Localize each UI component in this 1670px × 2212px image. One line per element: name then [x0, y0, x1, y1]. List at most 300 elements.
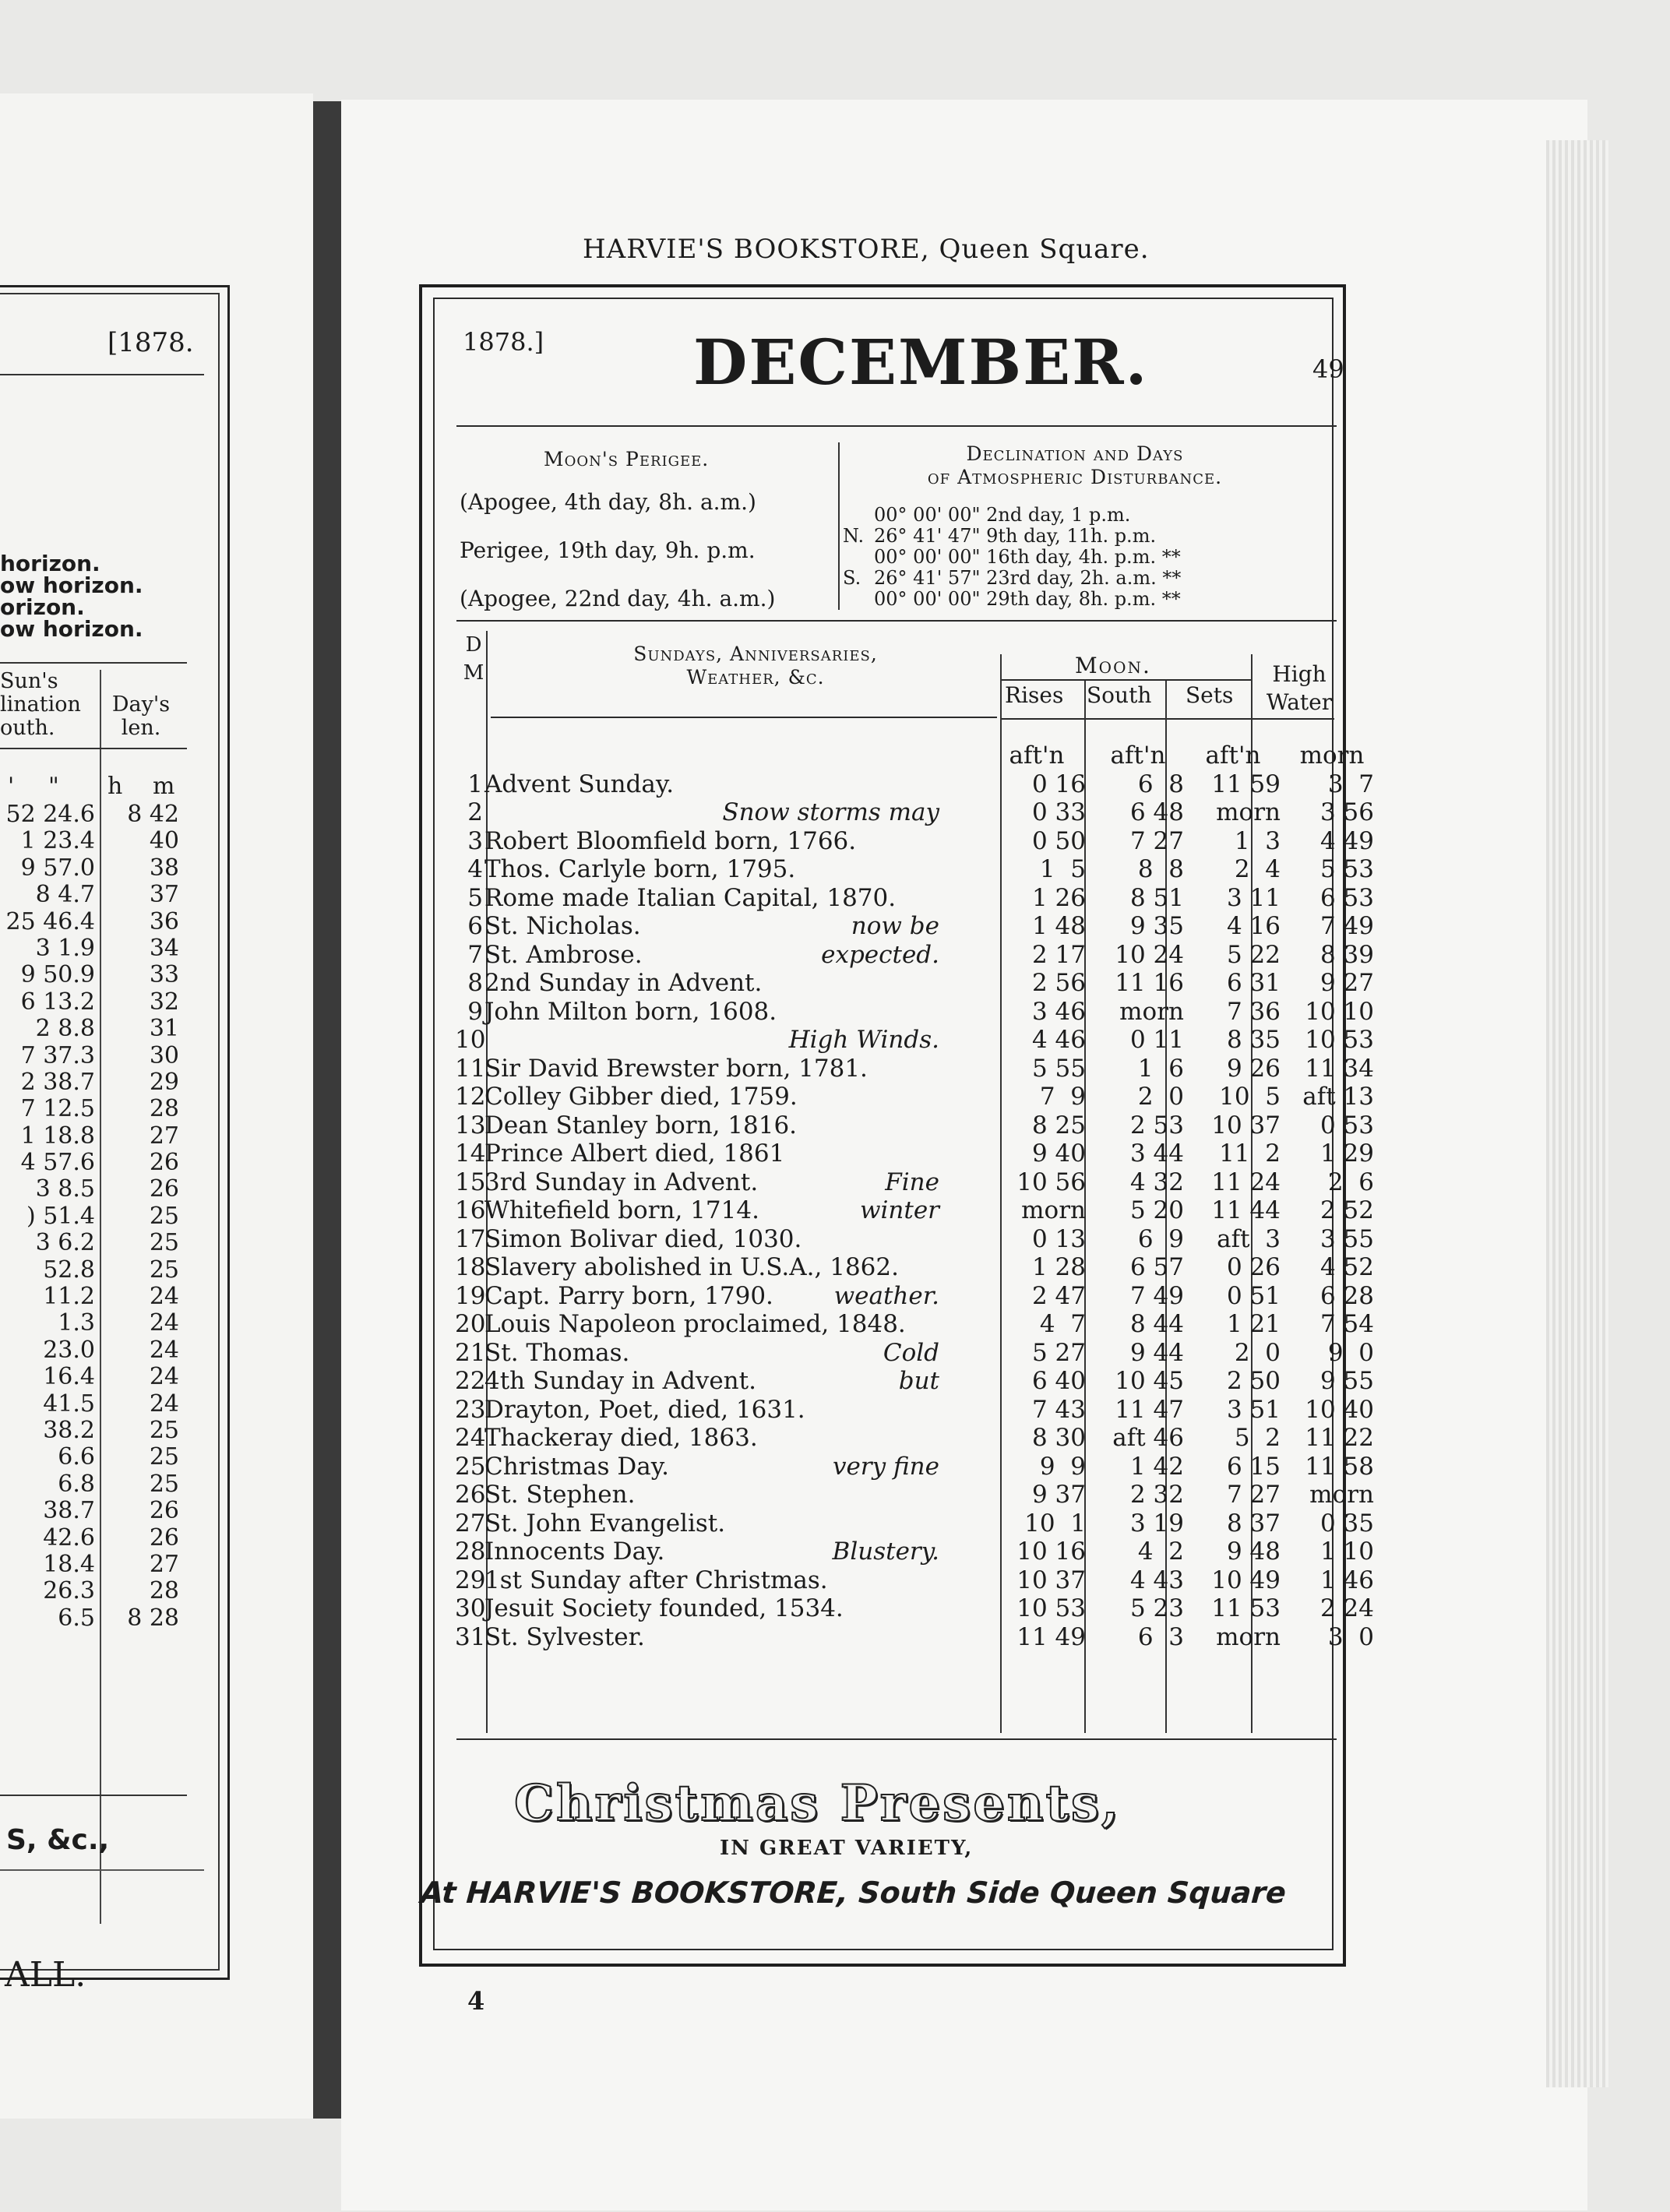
left-table-row — [0, 1149, 187, 1175]
declination-ns: N. — [843, 525, 865, 547]
moon-rises: 7 9 — [1039, 1083, 1086, 1111]
high-water: 3 7 — [1327, 770, 1374, 798]
column-header-day — [463, 631, 484, 687]
left-table-row — [0, 1256, 187, 1283]
high-water: 4 49 — [1319, 826, 1374, 855]
decl-header-line: Sun's — [0, 669, 58, 693]
high-water: 2 6 — [1327, 1168, 1374, 1196]
left-daylength-value: 28 — [149, 1095, 179, 1123]
moon-rises: 10 37 — [1016, 1566, 1086, 1594]
left-daylength-value: 25 — [149, 1229, 179, 1257]
left-decl-value: 4 57.6 — [20, 1149, 95, 1177]
high-water: 10 10 — [1305, 997, 1374, 1026]
moon-south: 6 9 — [1137, 1224, 1184, 1253]
page-title: DECEMBER. — [693, 326, 1149, 399]
day-number: 4 — [467, 855, 483, 883]
high-water: 10 40 — [1305, 1395, 1374, 1424]
table-row — [433, 1452, 1374, 1481]
table-row — [433, 1253, 1374, 1282]
left-decl-value: 52 24.6 — [5, 801, 95, 828]
moon-south: 4 32 — [1129, 1168, 1184, 1196]
left-page-footer-text: ALL. — [5, 1955, 86, 1995]
left-daylength-value: 38 — [149, 854, 179, 882]
left-decl-value: 9 50.9 — [20, 961, 95, 989]
moon-south: 4 43 — [1129, 1566, 1184, 1594]
weather-note: Cold — [883, 1338, 939, 1367]
event-text: Drayton, Poet, died, 1631. — [484, 1395, 805, 1424]
declination-text: 00° 00' 00" 29th day, 8h. p.m. ** — [874, 588, 1181, 610]
left-daylength-value: 26 — [149, 1175, 179, 1203]
units-row — [433, 741, 1365, 770]
day-number: 22 — [455, 1367, 486, 1395]
moon-sets: 9 26 — [1226, 1054, 1281, 1083]
left-table-row — [0, 1175, 187, 1202]
left-daylength-value: 26 — [149, 1497, 179, 1525]
left-page-daylength-header — [106, 693, 176, 740]
daylength-header-line: Day's — [111, 692, 171, 717]
moon-south: 10 45 — [1115, 1367, 1184, 1395]
left-table-row — [0, 1069, 187, 1095]
moon-sets: 11 44 — [1211, 1196, 1281, 1224]
unit-high-water: morn — [1299, 741, 1365, 770]
moon-sets: 6 15 — [1226, 1452, 1281, 1481]
events-header-rule — [491, 717, 997, 718]
left-daylength-value: 24 — [149, 1363, 179, 1391]
column-header-moon: Moon. — [1075, 653, 1151, 678]
moon-south: 7 27 — [1129, 826, 1184, 855]
table-row — [433, 1395, 1374, 1425]
moon-rises: 0 16 — [1031, 770, 1086, 798]
moon-rises: 5 27 — [1031, 1338, 1086, 1367]
moon-rises: 2 47 — [1031, 1281, 1086, 1310]
advert-title: Christmas Presents, — [514, 1774, 1122, 1833]
left-daylength-value: 24 — [149, 1336, 179, 1364]
table-row — [433, 770, 1374, 799]
high-water: 9 0 — [1327, 1338, 1374, 1367]
column-header-events-line: Sundays, Anniversaries, — [633, 643, 878, 665]
event-text: Jesuit Society founded, 1534. — [484, 1594, 844, 1622]
moon-rises: 8 25 — [1031, 1111, 1086, 1139]
moon-sets: 9 48 — [1226, 1537, 1281, 1566]
declination-title-line: Declination and Days — [966, 442, 1184, 465]
unit-min: m — [153, 773, 175, 800]
day-number: 29 — [455, 1566, 486, 1594]
moon-south: 2 0 — [1137, 1083, 1184, 1111]
moon-columns-rule — [1001, 718, 1334, 720]
declination-title — [857, 442, 1293, 489]
moon-south: 6 8 — [1137, 770, 1184, 798]
event-text: St. Thomas. — [484, 1338, 630, 1367]
table-row — [433, 1367, 1374, 1396]
left-decl-value: 42.6 — [43, 1523, 95, 1552]
left-decl-value: 6 13.2 — [20, 988, 95, 1016]
left-daylength-value: 8 28 — [127, 1604, 179, 1632]
left-decl-value: 3 1.9 — [35, 934, 95, 962]
weather-note: Blustery. — [832, 1537, 939, 1566]
moon-sets: 11 2 — [1219, 1139, 1281, 1168]
left-table-row — [0, 1122, 187, 1149]
left-daylength-value: 28 — [149, 1577, 179, 1605]
moon-south: 6 3 — [1137, 1622, 1184, 1651]
left-daylength-value: 32 — [149, 988, 179, 1016]
left-daylength-value: 27 — [149, 1122, 179, 1150]
left-decl-value: 52.8 — [43, 1256, 95, 1284]
decl-header-line: lination — [0, 692, 81, 717]
left-table-row — [0, 1283, 187, 1309]
moon-south: 2 53 — [1129, 1111, 1184, 1139]
perigee-title: Moon's Perigee. — [544, 448, 710, 470]
moon-south: 1 42 — [1129, 1452, 1184, 1481]
moon-rises: 10 56 — [1016, 1168, 1086, 1196]
event-text: Slavery abolished in U.S.A., 1862. — [484, 1253, 899, 1281]
moon-south: morn — [1119, 997, 1184, 1026]
moon-sets: 5 22 — [1226, 940, 1281, 969]
day-number: 3 — [467, 826, 483, 855]
moon-south: 3 44 — [1129, 1139, 1184, 1168]
moon-sets: 11 59 — [1211, 770, 1281, 798]
high-water: 6 28 — [1319, 1281, 1374, 1310]
event-text: Innocents Day. — [484, 1537, 665, 1566]
left-table-row — [0, 1203, 187, 1229]
table-row — [433, 1168, 1374, 1197]
moon-sets: aft 3 — [1217, 1224, 1281, 1253]
left-page-footer-ad: S, &c., — [6, 1824, 110, 1856]
moon-sets: 2 50 — [1226, 1367, 1281, 1395]
left-table-row — [0, 1443, 187, 1470]
high-water: 6 53 — [1319, 883, 1374, 912]
left-daylength-value: 8 42 — [127, 801, 179, 828]
left-daylength-value: 25 — [149, 1416, 179, 1444]
high-water: 4 52 — [1319, 1253, 1374, 1281]
left-decl-value: 1.3 — [58, 1309, 95, 1337]
left-page-rows — [0, 801, 187, 1631]
unit-minutes: ' — [8, 773, 15, 800]
left-decl-value: 1 18.8 — [20, 1122, 95, 1150]
left-decl-value: 16.4 — [43, 1363, 95, 1391]
moon-rises: 9 9 — [1039, 1452, 1086, 1481]
page-number: 49 — [1312, 354, 1344, 384]
left-table-row — [0, 961, 187, 988]
event-text: St. Stephen. — [484, 1481, 636, 1509]
moon-rises: 10 53 — [1016, 1594, 1086, 1622]
left-table-row — [0, 1390, 187, 1417]
day-number: 25 — [455, 1452, 486, 1481]
moon-south: 6 57 — [1129, 1253, 1184, 1281]
left-daylength-value: 33 — [149, 961, 179, 989]
left-decl-value: 2 8.8 — [35, 1015, 95, 1043]
signature-mark: 4 — [467, 1986, 485, 2016]
left-daylength-value: 40 — [149, 827, 179, 855]
moon-rises: 10 1 — [1024, 1509, 1086, 1537]
event-text: St. Ambrose. — [484, 940, 643, 969]
left-decl-value: 11.2 — [43, 1283, 95, 1311]
table-row — [433, 1537, 1374, 1566]
left-daylength-value: 25 — [149, 1202, 179, 1230]
moon-rises: 4 7 — [1039, 1310, 1086, 1338]
left-decl-value: 3 8.5 — [35, 1175, 95, 1203]
left-daylength-value: 25 — [149, 1470, 179, 1498]
moon-sets: 2 4 — [1234, 855, 1281, 883]
decl-header-line: outh. — [0, 716, 55, 740]
moon-south: 4 2 — [1137, 1537, 1184, 1566]
moon-south: 2 32 — [1129, 1481, 1184, 1509]
day-number: 12 — [455, 1083, 486, 1111]
table-row — [433, 1083, 1374, 1111]
day-number: 21 — [455, 1338, 486, 1367]
high-water: 0 35 — [1319, 1509, 1374, 1537]
declination-ns: S. — [843, 567, 861, 589]
high-water: 2 52 — [1319, 1196, 1374, 1224]
high-water: 0 53 — [1319, 1111, 1374, 1139]
left-page-rule — [0, 662, 187, 664]
high-water: 11 22 — [1305, 1424, 1374, 1452]
day-number: 27 — [455, 1509, 486, 1537]
left-decl-value: 7 37.3 — [20, 1041, 95, 1069]
day-number: 10 — [455, 1026, 486, 1054]
left-table-row — [0, 801, 187, 827]
moon-rises: 4 46 — [1031, 1026, 1086, 1054]
moon-south: 8 8 — [1137, 855, 1184, 883]
left-table-row — [0, 1015, 187, 1041]
moon-sets: 7 36 — [1226, 997, 1281, 1026]
moon-sets: 0 51 — [1226, 1281, 1281, 1310]
left-table-row — [0, 1363, 187, 1390]
high-water: 1 10 — [1319, 1537, 1374, 1566]
day-number: 9 — [467, 997, 483, 1026]
weather-note: expected. — [821, 940, 939, 969]
info-divider — [838, 442, 840, 610]
declination-text: 26° 41' 47" 9th day, 11h. p.m. — [874, 525, 1157, 547]
moon-sets: 8 37 — [1226, 1509, 1281, 1537]
high-water: 7 54 — [1319, 1310, 1374, 1338]
left-table-row — [0, 1229, 187, 1256]
moon-rises: 11 49 — [1016, 1622, 1086, 1651]
moon-sets: 7 27 — [1226, 1481, 1281, 1509]
perigee-line: (Apogee, 22nd day, 4h. a.m.) — [460, 586, 776, 611]
moon-sets: 10 49 — [1211, 1566, 1281, 1594]
column-header-south: South — [1087, 682, 1152, 708]
table-row — [433, 1139, 1374, 1168]
left-decl-value: 8 4.7 — [35, 881, 95, 909]
moon-rises: 8 30 — [1031, 1424, 1086, 1452]
left-table-row — [0, 935, 187, 961]
high-water: 3 56 — [1319, 798, 1374, 826]
day-number: 2 — [467, 798, 483, 826]
table-row — [433, 1424, 1374, 1453]
left-decl-value: 41.5 — [43, 1390, 95, 1418]
table-row — [433, 912, 1374, 941]
high-water: 9 55 — [1319, 1367, 1374, 1395]
moon-rises: 9 40 — [1031, 1139, 1086, 1168]
moon-sets: 10 37 — [1211, 1111, 1281, 1139]
left-decl-value: 2 38.7 — [20, 1068, 95, 1096]
left-table-row — [0, 908, 187, 935]
info-rule — [456, 620, 1337, 622]
column-header-rises: Rises — [1005, 682, 1064, 708]
unit-seconds: " — [48, 773, 59, 800]
left-daylength-value: 37 — [149, 881, 179, 909]
table-row — [433, 1509, 1374, 1538]
moon-south: 9 44 — [1129, 1338, 1184, 1367]
moon-rises: 9 37 — [1031, 1481, 1086, 1509]
moon-south: 0 11 — [1129, 1026, 1184, 1054]
left-decl-value: 3 6.2 — [35, 1229, 95, 1257]
high-water: aft 13 — [1302, 1083, 1374, 1111]
moon-rises: morn — [1021, 1196, 1086, 1224]
event-text: Dean Stanley born, 1816. — [484, 1111, 798, 1139]
moon-rises: 5 55 — [1031, 1054, 1086, 1083]
column-header-high-line: Water — [1266, 689, 1333, 715]
advert-line: At HARVIE'S BOOKSTORE, South Side Queen Square — [419, 1876, 1288, 1910]
day-number: 15 — [455, 1168, 486, 1196]
horizon-line: ow horizon. — [0, 572, 143, 598]
weather-note: now be — [851, 912, 939, 940]
table-row — [433, 855, 1374, 884]
moon-south: 6 48 — [1129, 798, 1184, 826]
event-text: Whitefield born, 1714. — [484, 1196, 759, 1224]
moon-rises: 1 28 — [1031, 1253, 1086, 1281]
left-decl-value: 25 46.4 — [5, 907, 95, 935]
high-water: 2 24 — [1319, 1594, 1374, 1622]
left-table-row — [0, 1551, 187, 1577]
daylength-header-line: len. — [121, 716, 161, 740]
event-text: Thackeray died, 1863. — [484, 1424, 758, 1452]
day-number: 6 — [467, 912, 483, 940]
weather-note: weather. — [833, 1281, 939, 1310]
book-gutter — [313, 101, 341, 2119]
table-row — [433, 1566, 1374, 1595]
moon-sets: 4 16 — [1226, 912, 1281, 940]
moon-south: 1 6 — [1137, 1054, 1184, 1083]
moon-sets: 10 5 — [1219, 1083, 1281, 1111]
left-decl-value: 23.0 — [43, 1336, 95, 1364]
moon-south: 11 16 — [1115, 969, 1184, 997]
event-text: Louis Napoleon proclaimed, 1848. — [484, 1310, 906, 1338]
declination-text: 00° 00' 00" 2nd day, 1 p.m. — [874, 504, 1131, 526]
day-number: 24 — [455, 1424, 486, 1452]
table-row — [433, 1026, 1374, 1055]
day-number: 31 — [455, 1622, 486, 1651]
high-water: 7 49 — [1319, 912, 1374, 940]
moon-rises: 0 13 — [1031, 1224, 1086, 1253]
left-daylength-value: 30 — [149, 1041, 179, 1069]
day-number: 17 — [455, 1224, 486, 1253]
left-decl-value: 6.6 — [58, 1443, 95, 1471]
table-row — [433, 798, 1374, 827]
event-text: Capt. Parry born, 1790. — [484, 1281, 773, 1310]
left-decl-value: 6.5 — [58, 1604, 95, 1632]
moon-sets: 8 35 — [1226, 1026, 1281, 1054]
event-text: Rome made Italian Capital, 1870. — [484, 883, 897, 912]
high-water: 10 53 — [1305, 1026, 1374, 1054]
event-text: Advent Sunday. — [484, 770, 675, 798]
declination-text: 26° 41' 57" 23rd day, 2h. a.m. ** — [874, 567, 1182, 589]
table-row — [433, 883, 1374, 913]
moon-sets: 5 2 — [1234, 1424, 1281, 1452]
day-number: 14 — [455, 1139, 486, 1168]
left-decl-value: 6.8 — [58, 1470, 95, 1498]
day-number: 30 — [455, 1594, 486, 1622]
left-daylength-value: 24 — [149, 1390, 179, 1418]
left-decl-value: 26.3 — [43, 1577, 95, 1605]
weather-note: Snow storms may — [722, 798, 939, 826]
left-daylength-value: 36 — [149, 907, 179, 935]
horizon-line: orizon. — [0, 594, 85, 620]
left-decl-value: 18.4 — [43, 1550, 95, 1578]
table-row — [433, 1594, 1374, 1623]
day-number: 7 — [467, 940, 483, 969]
moon-sets: 3 11 — [1226, 883, 1281, 912]
day-number: 18 — [455, 1253, 486, 1281]
left-decl-value: 1 23.4 — [20, 827, 95, 855]
left-table-row — [0, 988, 187, 1015]
high-water: 9 27 — [1319, 969, 1374, 997]
moon-south: aft 46 — [1112, 1424, 1184, 1452]
left-daylength-value: 25 — [149, 1443, 179, 1471]
event-text: Prince Albert died, 1861 — [484, 1139, 785, 1168]
moon-rises: 2 17 — [1031, 940, 1086, 969]
moon-sets: morn — [1216, 798, 1281, 826]
event-text: St. John Evangelist. — [484, 1509, 726, 1537]
moon-south: 11 47 — [1115, 1395, 1184, 1424]
event-text: 4th Sunday in Advent. — [484, 1367, 756, 1395]
left-decl-value: 38.7 — [43, 1497, 95, 1525]
page-year: 1878.] — [463, 327, 544, 357]
left-table-row — [0, 1471, 187, 1497]
moon-rises: 10 16 — [1016, 1537, 1086, 1566]
table-row — [433, 940, 1374, 970]
table-bottom-rule — [456, 1738, 1337, 1740]
moon-rises: 0 50 — [1031, 826, 1086, 855]
day-number: 11 — [455, 1054, 486, 1083]
left-page-rule — [0, 374, 204, 375]
left-page-decl-header — [0, 670, 81, 740]
column-header-high-water — [1260, 660, 1338, 717]
event-text: Simon Bolivar died, 1030. — [484, 1224, 802, 1253]
day-number: 1 — [467, 770, 483, 798]
moon-south: 10 24 — [1115, 940, 1184, 969]
high-water: 11 34 — [1305, 1054, 1374, 1083]
table-row — [433, 997, 1374, 1027]
advert-subtitle: IN GREAT VARIETY, — [720, 1837, 974, 1860]
table-row — [433, 1054, 1374, 1083]
day-number: 16 — [455, 1196, 486, 1224]
weather-note: High Winds. — [788, 1026, 939, 1054]
left-page-rule — [0, 1869, 204, 1871]
column-header-events-line: Weather, &c. — [686, 666, 825, 689]
left-daylength-value: 34 — [149, 934, 179, 962]
horizon-line: ow horizon. — [0, 616, 143, 642]
left-decl-value: ) 51.4 — [26, 1202, 95, 1230]
left-table-row — [0, 827, 187, 854]
moon-rises: 6 40 — [1031, 1367, 1086, 1395]
moon-rises: 1 26 — [1031, 883, 1086, 912]
left-page-rule — [0, 1795, 187, 1796]
left-decl-value: 38.2 — [43, 1416, 95, 1444]
left-table-row — [0, 1417, 187, 1443]
unit-hours: h — [107, 773, 123, 800]
column-header-m: M — [463, 661, 484, 685]
moon-sets: 2 0 — [1234, 1338, 1281, 1367]
moon-south: 8 51 — [1129, 883, 1184, 912]
left-daylength-value: 29 — [149, 1068, 179, 1096]
unit-south: aft'n — [1110, 741, 1166, 770]
moon-sets: 3 51 — [1226, 1395, 1281, 1424]
event-text: St. Sylvester. — [484, 1622, 645, 1651]
unit-sets: aft'n — [1205, 741, 1261, 770]
high-water: 8 39 — [1319, 940, 1374, 969]
left-daylength-value: 24 — [149, 1283, 179, 1311]
